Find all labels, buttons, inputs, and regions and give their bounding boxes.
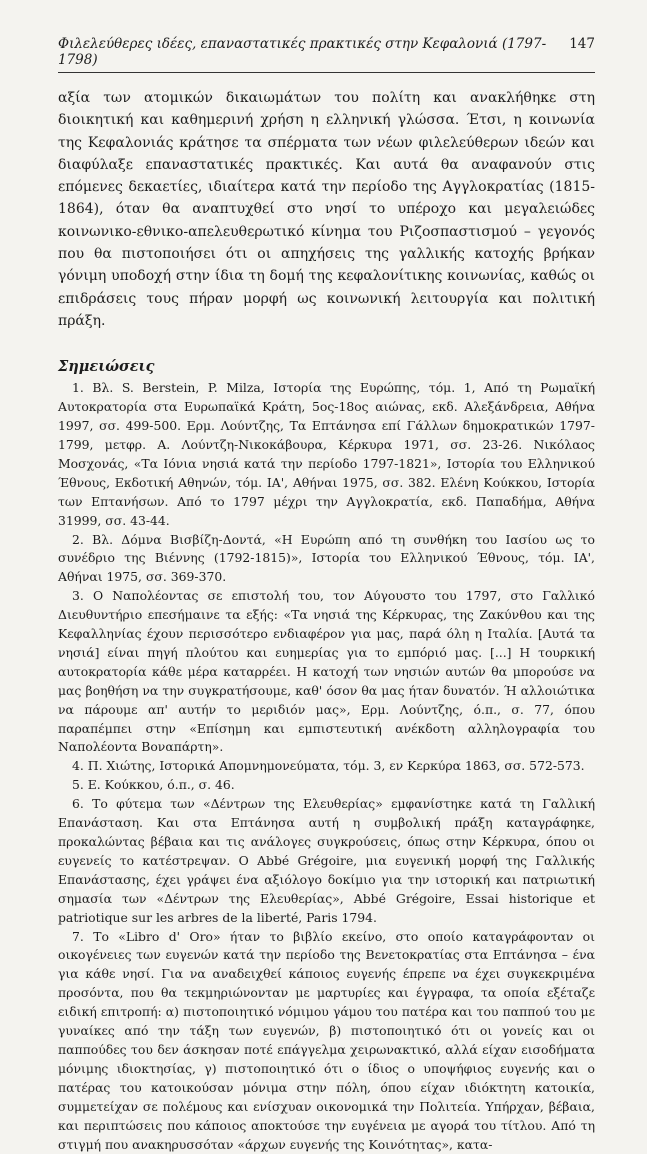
page-number: 147 [569, 36, 595, 52]
notes-list [58, 379, 595, 1154]
body-paragraph: αξία των ατομικών δικαιωμάτων του πολίτη και ανακλήθηκε στη διοικητική και καθημερινή χρήση η ελληνική γλώσσα. Έτσι, η κοινωνία της Κεφαλονιάς κράτησε τα σπέρματα των νέων φιλελεύθερων ιδεών και διαφύλαξε επαναστατικές πρακτικές. Και αυτά θα αναφανούν στις επόμενες δεκαετίες, ιδιαίτερα κατά την περίοδο της Αγγλοκρατίας (1815-1864), όταν θα αναπτυχθεί στο νησί το υπέροχο και μεγαλειώδες κοινωνικο-εθνικο-απελευθερωτικό κίνημα του Ριζοσπαστισμού – γεγονός που θα πιστοποιήσει ότι οι απηχήσεις της γαλλικής κατοχής βρήκαν γόνιμη υποδοχή στην ίδια τη δομή της κεφαλονίτικης κοινωνίας, καθώς οι επιδράσεις τους πήραν μορφή ως κοινωνική λειτουργία και πολιτική πράξη. [58, 90, 595, 329]
running-header [58, 36, 595, 73]
notes-heading: Σημειώσεις [58, 358, 155, 376]
footnote-3: 3. Ο Ναπολέοντας σε επιστολή του, τον Αύγουστο του 1797, στο Γαλλικό Διευθυντήριο επεσήμαινε τα εξής: «Τα νησιά της Κέρκυρας, της Ζακύνθου και της Κεφαλληνίας έχουν περισσότερο ενδιαφέρον για μας, παρά όλη η Ιταλία. [Αυτά τα νησιά] είναι πηγή πλούτου και ευημερίας για το εμπόριό μας. [...] Η τουρκική αυτοκρατορία κάθε μέρα καταρρέει. Η κατοχή των νησιών αυτών θα μπορούσε να μας βοηθήση να την συγκρατήσουμε, καθ' όσον θα μας ήταν δυνατόν. Ή αλλοιώτικα να πάρουμε απ' αυτήν το μεριδιόν μας», Ερμ. Λούντζης, ό.π., σ. 77, όπου παραπέμπει στην «Επίσημη και εμπιστευτική ανέκδοτη αλληλογραφία του Ναπολέοντα Βοναπάρτη». [58, 588, 595, 755]
footnote-1: 1. Βλ. S. Berstein, P. Milza, Ιστορία της Ευρώπης, τόμ. 1, Από τη Ρωμαϊκή Αυτοκρατορία στα Ευρωπαϊκά Κράτη, 5ος-18ος αιώνας, εκδ. Αλεξάνδρεια, Αθήνα 1997, σσ. 499-500. Ερμ. Λούντζης, Τα Επτάνησα επί Γάλλων δημοκρατικών 1797-1799, μετφρ. Α. Λούντζη-Νικοκάβουρα, Κέρκυρα 1971, σσ. 23-26. Νικόλαος Μοσχονάς, «Τα Ιόνια νησιά κατά την περίοδο 1797-1821», Ιστορία του Ελληνικού Έθνους, Εκδοτική Αθηνών, τόμ. ΙΑ', Αθήναι 1975, σσ. 382. Ελένη Κούκκου, Ιστορία των Επτανήσων. Από το 1797 μέχρι την Αγγλοκρατία, εκδ. Παπαδήμα, Αθήνα 31999, σσ. 43-44. [58, 380, 595, 528]
body-text [58, 87, 595, 332]
running-title: Φιλελεύθερες ιδέες, επαναστατικές πρακτικές στην Κεφαλονιά (1797-1798) [58, 36, 547, 68]
footnote-7: 7. Το «Libro d' Oro» ήταν το βιβλίο εκείνο, στο οποίο καταγράφονταν οι οικογένειες των ευγενών κατά την περίοδο της Βενετοκρατίας στα Επτάνησα – ένα για κάθε νησί. Για να αναδειχθεί κάποιος ευγενής έπρεπε να έχει συγκεκριμένα προσόντα, που θα τεκμηριώνονταν με μαρτυρίες και έγγραφα, τα οποία εξέταζε ειδική επιτροπή: α) πιστοποιητικό νόμιμου γάμου του πατέρα και του παππού του με γυναίκες από την τάξη των ευγενών, β) πιστοποιητικό ότι οι γονείς και οι παππούδες του δεν άσκησαν ποτέ επάγγελμα χειρωνακτικό, αλλά είχαν εισοδήματα μόνιμης ιδιοκτησίας, γ) πιστοποιητικό ότι ο ίδιος ο υποψήφιος ευγενής και ο πατέρας του κατοικούσαν μόνιμα στην πόλη, όπου είχαν ιδιόκτητη κατοικία, συμμετείχαν σε πολέμους και ενίσχυαν οικονομικά την Πολιτεία. Υπήρχαν, βέβαια, και περιπτώσεις που κάποιος αποκτούσε την ευγένεια με αγορά του τίτλου. Από τη στιγμή που ανακηρυσσόταν «άρχων ευγενής της Κοινότητας», κατα- [58, 928, 595, 1152]
footnote-5: 5. Ε. Κούκκου, ό.π., σ. 46. [72, 777, 235, 793]
footnote-2: 2. Βλ. Δόμνα Βισβίζη-Δοντά, «Η Ευρώπη από τη συνθήκη του Ιασίου ως το συνέδριο της Βιέννης (1792-1815)», Ιστορία του Ελληνικού Έθνους, τόμ. ΙΑ', Αθήναι 1975, σσ. 369-370. [58, 531, 595, 585]
footnote-4: 4. Π. Χιώτης, Ιστορικά Απομνημονεύματα, τόμ. 3, εν Κερκύρα 1863, σσ. 572-573. [72, 758, 585, 774]
footnote-6: 6. Το φύτεμα των «Δέντρων της Ελευθερίας» εμφανίστηκε κατά τη Γαλλική Επανάσταση. Και στα Επτάνησα αυτή η συμβολική πράξη καταγράφηκε, προκαλώντας βέβαια και τις ανάλογες συγκρούσεις, όπως στην Κέρκυρα, όπου οι ευγενείς το κατέστρεψαν. Ο Abbé Grégoire, μια ευγενική μορφή της Γαλλικής Επανάστασης, έχει γράψει ένα αξιόλογο δοκίμιο για την ιστορική και πατριωτική σημασία των «Δέντρων της Ελευθερίας», Abbé Grégoire, Essai historique et patriotique sur les arbres de la liberté, Paris 1794. [58, 796, 595, 925]
